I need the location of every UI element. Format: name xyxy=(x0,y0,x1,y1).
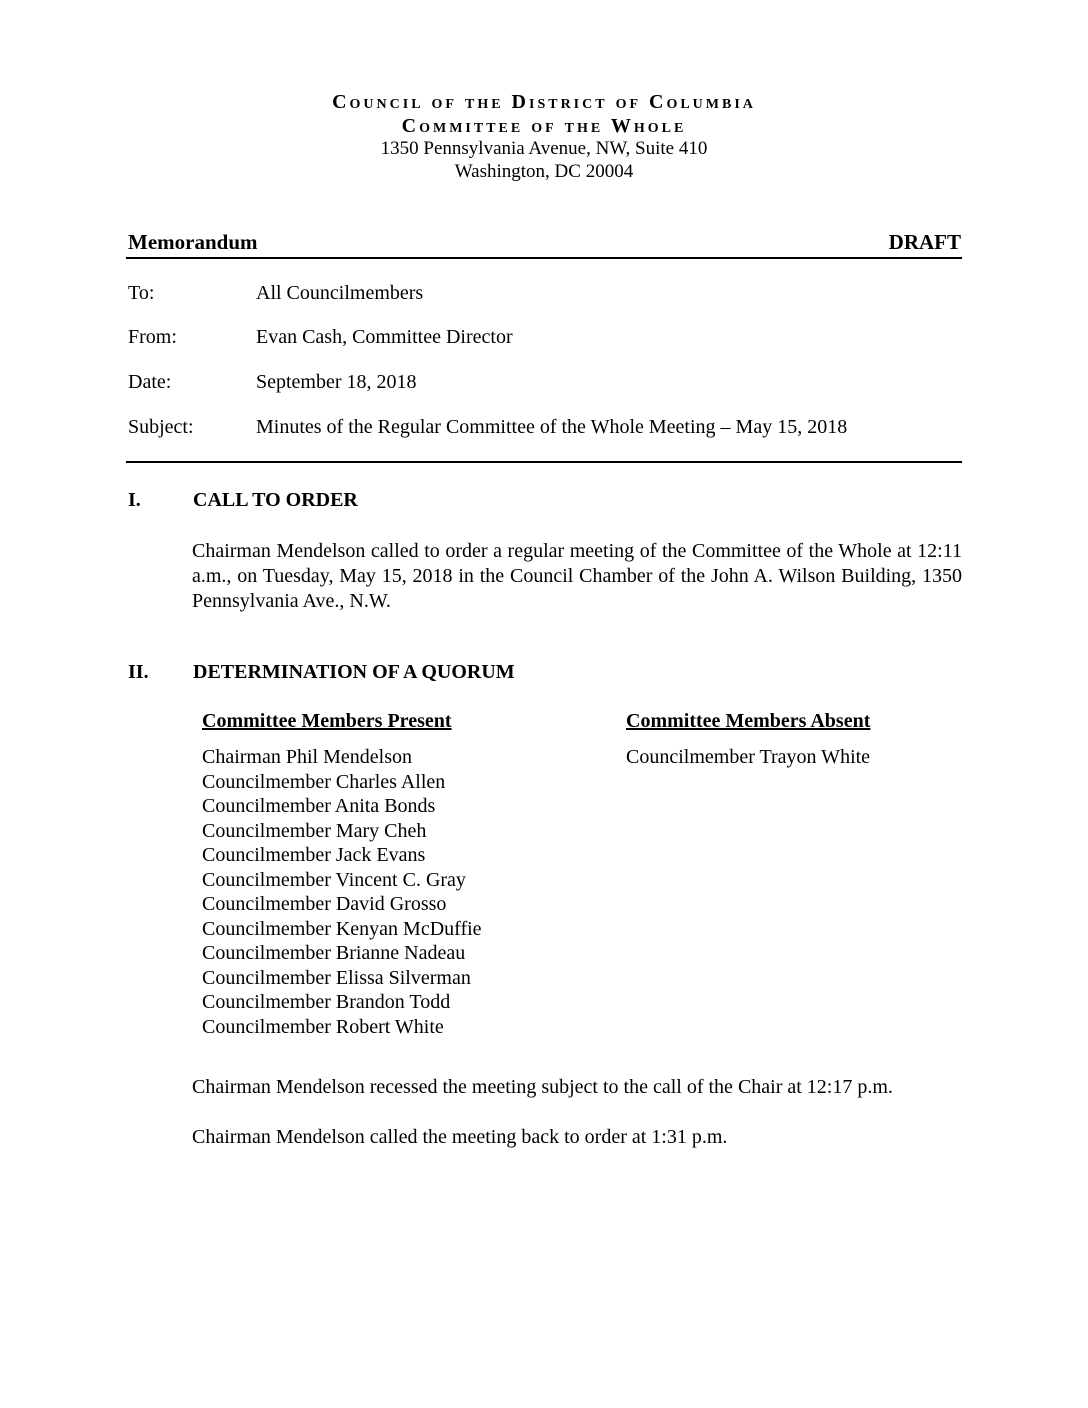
list-item: Councilmember David Grosso xyxy=(202,893,447,915)
members-present-heading: Committee Members Present xyxy=(202,710,452,732)
to-label: To: xyxy=(128,282,155,304)
list-item: Councilmember Jack Evans xyxy=(202,844,426,866)
list-item: Councilmember Trayon White xyxy=(626,746,871,768)
list-item: Councilmember Mary Cheh xyxy=(202,819,427,842)
list-item: Councilmember Vincent C. Gray xyxy=(202,868,466,891)
list-item: Councilmember Elissa Silverman xyxy=(202,966,471,989)
from-label: From: xyxy=(128,326,177,348)
subject-value: Minutes of the Regular Committee of the Whole Meeting – May 15, 2018 xyxy=(256,416,848,438)
letterhead-address-city: Washington, DC 20004 xyxy=(454,161,634,182)
recess-note: Chairman Mendelson recessed the meeting subject to the call of the Chair at 12:17 p.m. xyxy=(192,1076,893,1098)
letterhead-council-name: Council of the District of Columbia xyxy=(332,91,756,113)
from-value: Evan Cash, Committee Director xyxy=(256,326,513,348)
subject-label: Subject: xyxy=(128,416,194,438)
resume-note: Chairman Mendelson called the meeting back to order at 1:31 p.m. xyxy=(192,1126,728,1148)
members-absent-list xyxy=(626,745,870,770)
call-to-order-paragraph: Chairman Mendelson called to order a regular meeting of the Committee of the Whole at 12:11 a.m., on Tuesday, May 15, 2018 in the Council Chamber of the John A. Wilson Building, 1350 Pennsylvania Ave., N.W. xyxy=(192,540,962,612)
list-item: Councilmember Brandon Todd xyxy=(202,991,451,1013)
memo-status: DRAFT xyxy=(888,230,961,254)
memo-title: Memorandum xyxy=(128,230,258,254)
section-number-quorum: II. xyxy=(128,661,149,683)
letterhead-address-street: 1350 Pennsylvania Avenue, NW, Suite 410 xyxy=(380,138,708,159)
list-item: Councilmember Charles Allen xyxy=(202,770,446,793)
list-item: Chairman Phil Mendelson xyxy=(202,746,412,768)
header-divider-top xyxy=(126,257,962,259)
date-label: Date: xyxy=(128,371,172,393)
header-divider-bottom xyxy=(126,461,962,463)
list-item: Councilmember Brianne Nadeau xyxy=(202,942,466,964)
date-value: September 18, 2018 xyxy=(256,371,417,393)
list-item: Councilmember Kenyan McDuffie xyxy=(202,917,482,940)
members-absent-heading: Committee Members Absent xyxy=(626,710,871,732)
to-value: All Councilmembers xyxy=(256,282,424,304)
list-item: Councilmember Robert White xyxy=(202,1015,444,1038)
section-title-call-to-order: CALL TO ORDER xyxy=(193,489,358,511)
letterhead-committee-name: Committee of the Whole xyxy=(401,115,687,137)
section-title-quorum: DETERMINATION OF A QUORUM xyxy=(193,661,515,683)
list-item: Councilmember Anita Bonds xyxy=(202,795,436,817)
section-number-call-to-order: I. xyxy=(128,489,141,511)
members-present-list xyxy=(202,745,482,1039)
